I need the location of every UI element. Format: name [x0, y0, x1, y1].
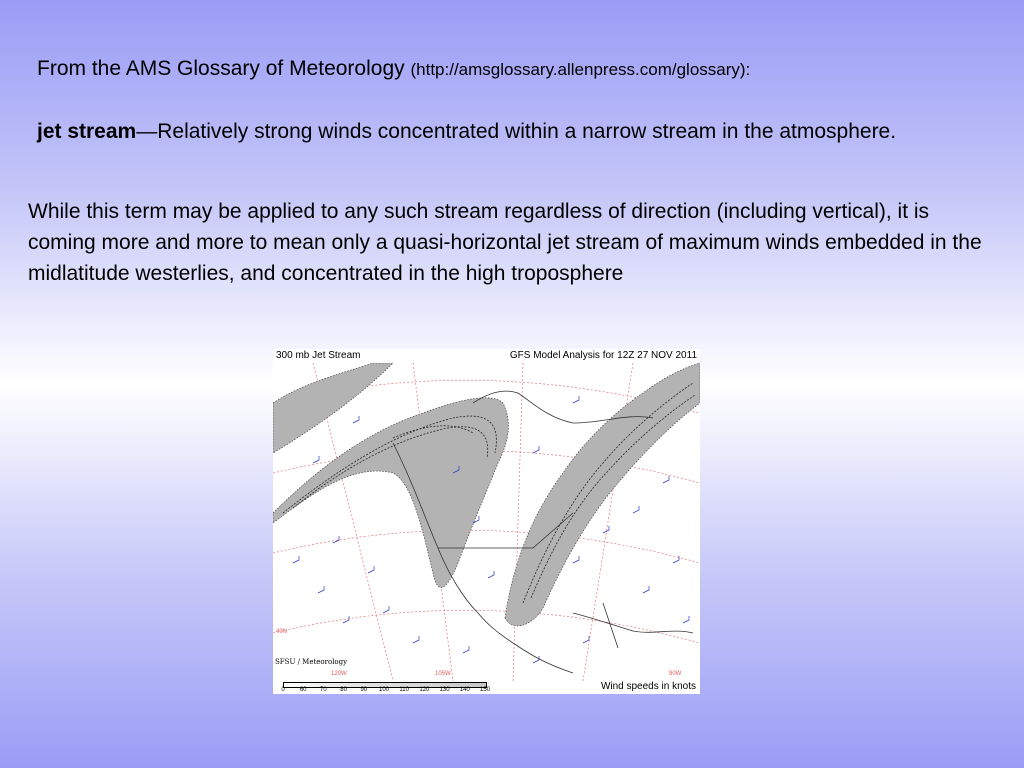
- glossary-source-line: [37, 57, 750, 81]
- map-title-right: GFS Model Analysis for 12Z 27 NOV 2011: [509, 350, 697, 361]
- scale-tick: 100: [378, 687, 390, 693]
- wind-speed-scale: [273, 681, 700, 694]
- lon-label-90w: 90W: [669, 671, 682, 677]
- glossary-url: (http://amsglossary.allenpress.com/glossary):: [410, 60, 751, 79]
- map-credit: SFSU / Meteorology: [275, 658, 348, 666]
- lon-label-105w: 105W: [435, 671, 451, 677]
- scale-tick: 120: [419, 687, 430, 693]
- map-title-left: 300 mb Jet Stream: [276, 350, 361, 361]
- scale-tick: 110: [399, 687, 409, 693]
- scale-tick: 0: [281, 687, 285, 693]
- map-title-bar: [273, 349, 700, 363]
- scale-tick: 150: [479, 687, 491, 693]
- scale-tick: 130: [439, 687, 450, 693]
- scale-tick: 90: [360, 687, 368, 693]
- lon-label-120w: 120W: [331, 671, 347, 677]
- scale-tick: 70: [320, 687, 327, 693]
- lat-label-40n: 40N: [276, 629, 288, 635]
- definition-term: jet stream: [37, 120, 137, 143]
- map-canvas: [273, 363, 700, 681]
- scale-tick: 80: [340, 687, 347, 693]
- definition-text: —Relatively strong winds concentrated within a narrow stream in the atmosphere.: [136, 120, 897, 143]
- explanation-paragraph: While this term may be applied to any such stream regardless of direction (including vertical), it is coming more and more to mean only a quasi-horizontal jet stream of maximum winds embedded in the midlatitude westerlies, and concentrated in the high troposphere: [28, 200, 982, 285]
- scale-tick: 60: [299, 687, 307, 693]
- glossary-source-prefix: From the AMS Glossary of Meteorology: [37, 57, 405, 80]
- scale-tick: 140: [459, 687, 470, 693]
- wind-speed-caption: Wind speeds in knots: [600, 681, 696, 692]
- jet-stream-map: [273, 349, 700, 694]
- jet-stream-definition: [37, 117, 997, 146]
